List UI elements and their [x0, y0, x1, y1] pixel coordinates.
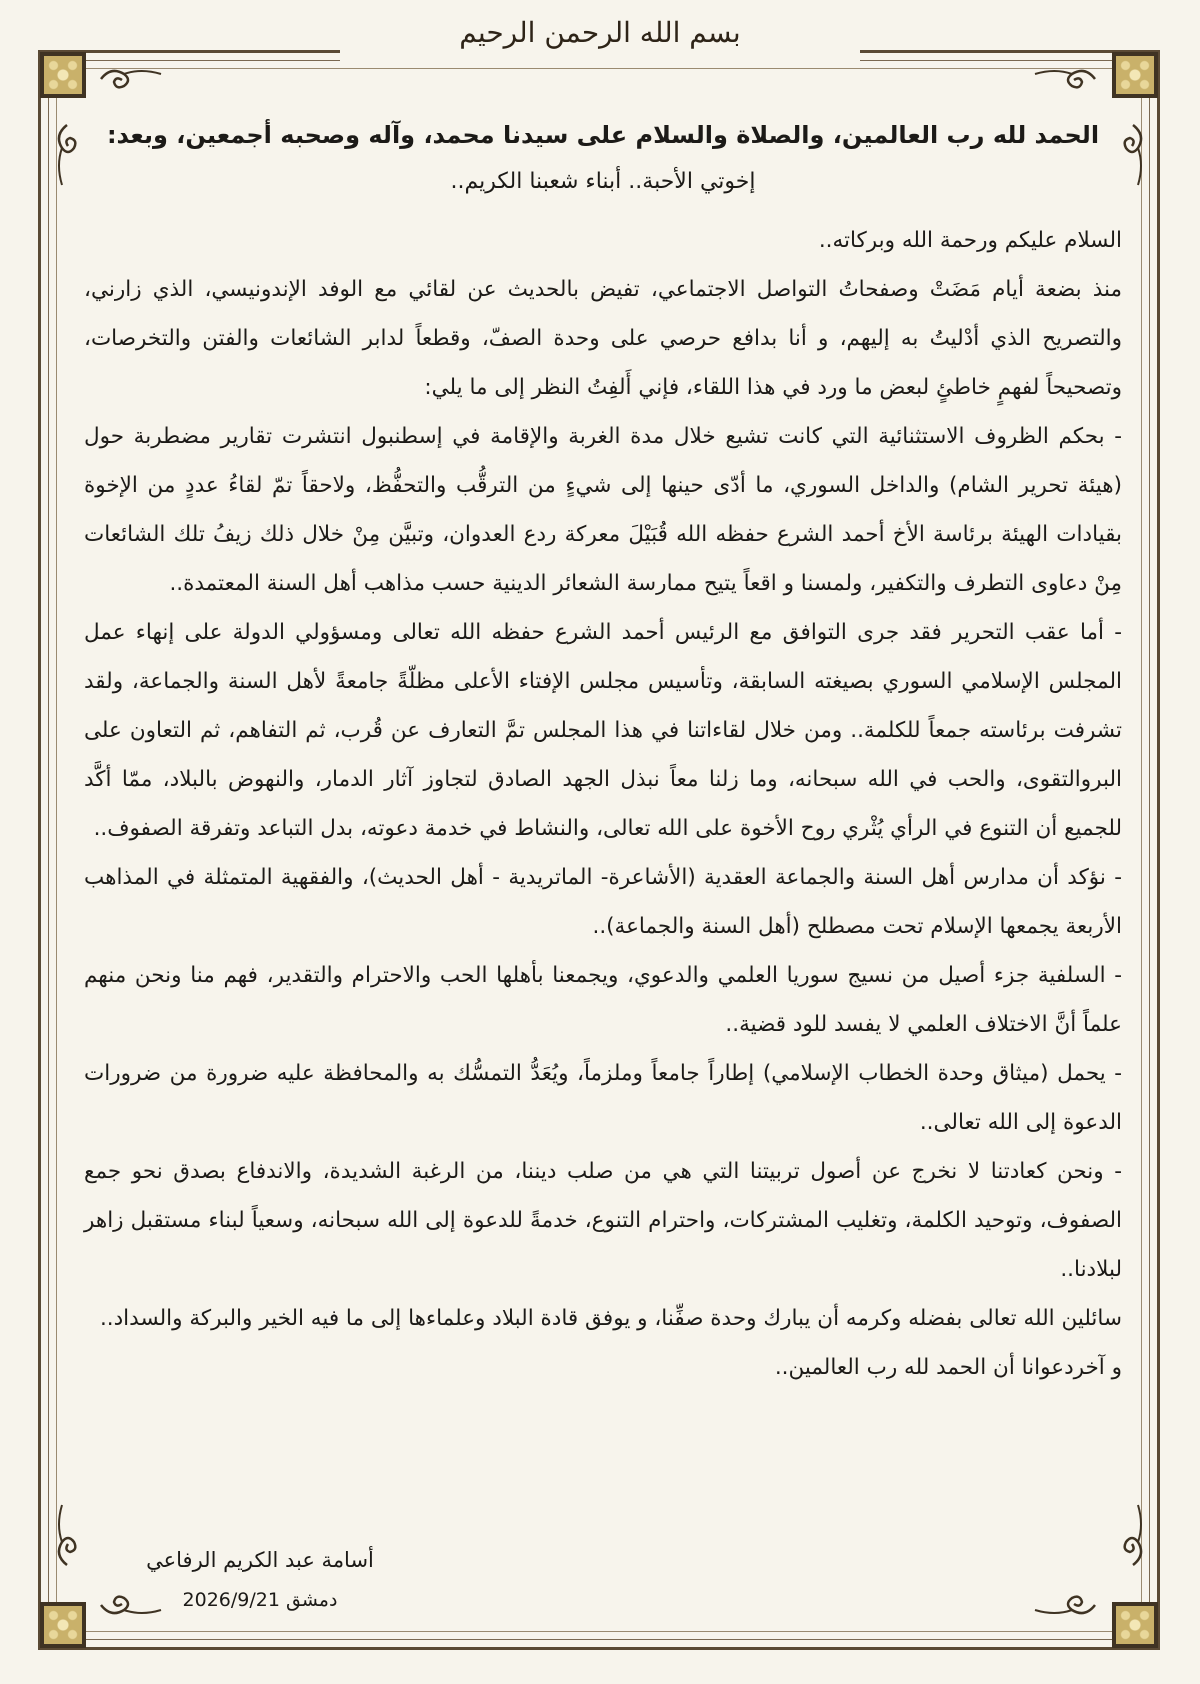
paragraph: منذ بضعة أيام مَضَتْ وصفحاتُ التواصل الاجتماعي، تفيض بالحديث عن لقائي مع الوفد الإندونيسي، الذي زارني، والتصريح الذي أدْليتُ به إليهم، و أنا بدافع حرصي على وحدة الصفّ، وقطعاً لدابر الشائعات والفتن والتخرصات، وتصحيحاً لفهمٍ خاطئٍ لبعض ما ورد في هذا اللقاء، فإني أَلفِتُ النظر إلى ما يلي: — [84, 277, 1122, 400]
letter-date: 2026/9/21 — [182, 1589, 280, 1611]
scroll-ornament-icon — [96, 64, 166, 94]
corner-ornament-icon — [40, 52, 86, 98]
signatory-name: أسامة عبد الكريم الرفاعي — [146, 1548, 374, 1572]
scroll-ornament-icon — [52, 120, 82, 190]
place-name: دمشق — [286, 1589, 338, 1611]
corner-ornament-icon — [1112, 1602, 1158, 1648]
scroll-ornament-icon — [1118, 1500, 1148, 1570]
signature-block — [130, 1540, 390, 1620]
paragraph: - ونحن كعادتنا لا نخرج عن أصول تربيتنا التي هي من صلب ديننا، من الرغبة الشديدة، والاندفاع بصدق نحو جمع الصفوف، وتوحيد الكلمة، وتغليب المشتركات، واحترام التنوع، خدمةً للدعوة إلى الله سبحانه، وسعياً لبناء مستقبل زاهر لبلادنا.. — [84, 1159, 1122, 1282]
address-line: إخوتي الأحبة.. أبناء شعبنا الكريم.. — [450, 169, 756, 194]
paragraph: - أما عقب التحرير فقد جرى التوافق مع الرئيس أحمد الشرع حفظه الله تعالى ومسؤولي الدولة على إنهاء عمل المجلس الإسلامي السوري بصيغته السابقة، وتأسيس مجلس الإفتاء الأعلى مظلّةً جامعةً لأهل السنة والجماعة، ولقد تشرفت برئاسته جمعاً للكلمة.. ومن خلال لقاءاتنا في هذا المجلس تمَّ التعارف عن قُرب، ثم التفاهم، ثم التعاون على البروالتقوى، والحب في الله سبحانه، وما زلنا معاً نبذل الجهد الصادق لتجاوز آثار الدمار، والنهوض بالبلاد، ممّا أكَّد للجميع أن التنوع في الرأي يُثْري روح الأخوة على الله تعالى، والنشاط في خدمة دعوته، بدل التباعد وتفرقة الصفوف.. — [84, 620, 1122, 841]
place-date — [130, 1580, 390, 1620]
scroll-ornament-icon — [1118, 120, 1148, 190]
letter-body — [84, 110, 1122, 1392]
corner-ornament-icon — [40, 1602, 86, 1648]
paragraph: - السلفية جزء أصيل من نسيج سوريا العلمي والدعوي، ويجمعنا بأهلها الحب والاحترام والتقدير، فهم منا ونحن منهم علماً أنَّ الاختلاف العلمي لا يفسد للود قضية.. — [84, 963, 1122, 1037]
paragraph: - يحمل (ميثاق وحدة الخطاب الإسلامي) إطاراً جامعاً وملزماً، ويُعَدُّ التمسُّك به والمحافظة عليه ضرورة من ضرورات الدعوة إلى الله تعالى.. — [84, 1061, 1122, 1135]
scroll-ornament-icon — [1030, 1590, 1100, 1620]
basmala-header — [340, 8, 860, 66]
greeting-line: السلام عليكم ورحمة الله وبركاته.. — [818, 228, 1122, 253]
scroll-ornament-icon — [52, 1500, 82, 1570]
paragraph: - بحكم الظروف الاستثنائية التي كانت تشيع خلال مدة الغربة والإقامة في إسطنبول انتشرت تقارير مضطربة حول (هيئة تحرير الشام) والداخل السوري، ما أدّى حينها إلى شيءٍ من الترقُّب والتحفُّظ، ولاحقاً تمّ لقاءُ عددٍ من الإخوة بقيادات الهيئة برئاسة الأخ أحمد الشرع حفظه الله قُبَيْلَ معركة ردع العدوان، وتبيَّن مِنْ خلال ذلك زيفُ تلك الشائعات مِنْ دعاوى التطرف والتكفير، ولمسنا و اقعاً يتيح ممارسة الشعائر الدينية حسب مذاهب أهل السنة المعتمدة.. — [84, 424, 1122, 596]
opening-praise: الحمد لله رب العالمين، والصلاة والسلام على سيدنا محمد، وآله وصحبه أجمعين، وبعد: — [106, 121, 1100, 149]
scroll-ornament-icon — [1030, 64, 1100, 94]
basmala-calligraphy: بسم الله الرحمن الرحيم — [459, 16, 741, 49]
closing-prayer: سائلين الله تعالى بفضله وكرمه أن يبارك وحدة صفِّنا، و يوفق قادة البلاد وعلماءها إلى ما فيه الخير والبركة والسداد.. — [99, 1306, 1122, 1331]
paragraph: - نؤكد أن مدارس أهل السنة والجماعة العقدية (الأشاعرة- الماتريدية - أهل الحديث)، والفقهية المتمثلة في المذاهب الأربعة يجمعها الإسلام تحت مصطلح (أهل السنة والجماعة).. — [84, 865, 1122, 939]
corner-ornament-icon — [1112, 52, 1158, 98]
closing-line: و آخردعوانا أن الحمد لله رب العالمين.. — [774, 1355, 1122, 1380]
